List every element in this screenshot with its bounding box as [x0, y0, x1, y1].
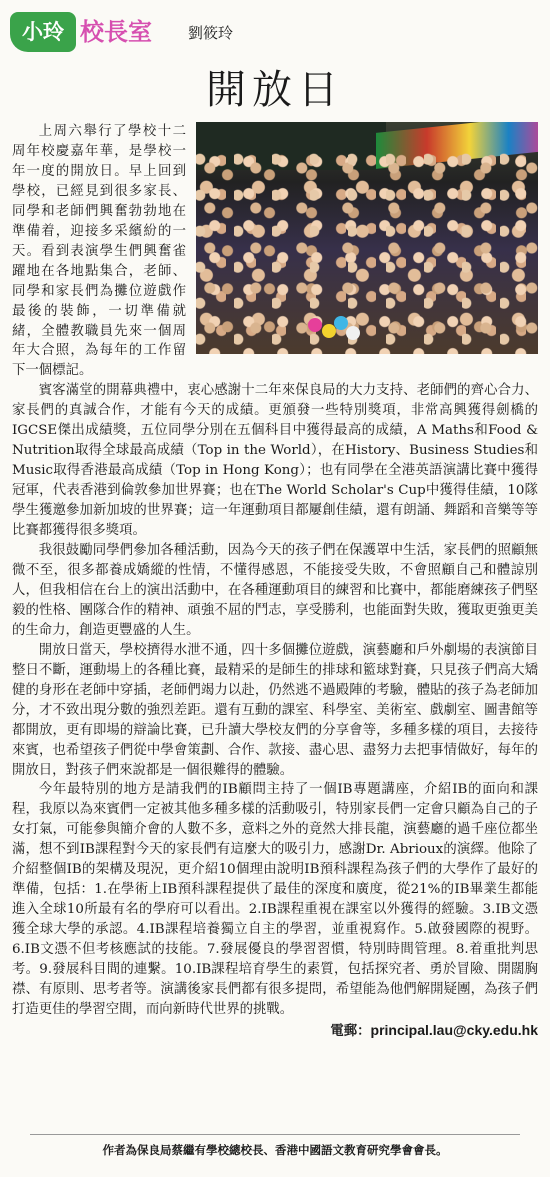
- author-bio: 作者為保良局蔡繼有學校總校長、香港中國語文教育研究學會會長。: [102, 1143, 448, 1157]
- crowd-figures: [196, 152, 538, 354]
- paragraph-4: 開放日當天，學校擠得水泄不通，四十多個攤位遊戲，演藝廳和戶外劇場的表演節目整日不斷，運動場上的各種比賽，最精采的是師生的排球和籃球對賽，只見孩子們高大矯健的身形在老師中穿插，老師們竭力以赴，仍然逃不過殿陣的考驗，體貼的孩子為老師加分，才不致出現分數的強烈差距。還有互動的課室、科學室、美術室、戲劇室、圖書館等都開放，更有即場的辯論比賽，已升讀大學校友們的分享會等，多種多樣的項目，去接待來賓，也希望孩子們從中學會策劃、合作、款接、盡心思、盡努力去把事情做好，每年的開放日，對孩子們來說都是一個很難得的體驗。: [12, 642, 538, 778]
- column-header: [10, 8, 300, 64]
- email-line: [12, 1021, 538, 1042]
- crowd-photo: [196, 122, 538, 354]
- balloon: [334, 316, 348, 330]
- balloon: [346, 326, 360, 340]
- footer-divider: [30, 1134, 520, 1135]
- article-body: [12, 122, 538, 1042]
- paragraph-2: 賓客滿堂的開幕典禮中，衷心感謝十二年來保良局的大力支持、老師們的齊心合力、家長們的真誠合作，才能有今天的成績。更頒發一些特別獎項，非常高興獲得劍橋的IGCSE傑出成績獎，五位同學分別在五個科目中獲得最高的成績，A Maths和Food & Nutrition取得全球最高成績（Top in the World），在History、Business Studies和Music取得香港最高成績（Top in Hong Kong）；也有同學在全港英語演講比賽中獲得冠軍，代表香港到倫敦參加世界賽；也在The World Scholar's Cup中獲得佳績，10隊學生獲邀參加新加坡的世界賽；這一年運動項目都屢創佳績，還有朗誦、舞蹈和音樂等等比賽都獲得很多獎項。: [12, 383, 538, 539]
- paragraph-5: 今年最特別的地方是請我們的IB顧問主持了一個IB專題講座，介紹IB的面向和課程，我原以為來賓們一定被其他多種多樣的活動吸引，特別家長們一定會只顧為自己的子女打氣，可能參與簡介會的人數不多，意料之外的竟然大排長龍，演藝廳的過千座位都坐滿，想不到IB課程對今天的家長們有這麼大的吸引力，感謝Dr. Abrioux的演繹。他除了介紹整個IB的架構及現況，更介紹10個理由說明IB預科課程為孩子們的大學作了最好的準備，包括：1.在學術上IB預科課程提供了最佳的深度和廣度，從21%的IB畢業生都能進入全球10所最有名的學府可以看出。2.IB課程重視在課室以外獲得的經驗。3.IB文憑獲全球大學的承認。4.IB課程培養獨立自主的學習，並重視寫作。5.啟發國際的視野。6.IB文憑不但考核應試的技能。7.發展優良的學習習慣，特別時間管理。8.着重批判思考。9.發展科目間的連繫。10.IB課程培育學生的素質，包括探究者、勇於冒險、開闊胸襟、有原則、思考者等。演講後家長們都有很多提問，希望能為他們解開疑團，為孩子們打造更佳的學習空間，而向新時代世界的挑戰。: [12, 782, 538, 1017]
- paragraph-3: 我很鼓勵同學們參加各種活動，因為今天的孩子們在保護罩中生活，家長們的照顧無微不至，很多都養成嬌縱的性情，不懂得感恩，不能接受失敗，不會照顧自己和體諒別人，但我相信在台上的演出活動中，在各種運動項目的練習和比賽中，都能磨練孩子們堅毅的性格、團隊合作的精神、頑強不屈的鬥志，享受勝利，也能面對失敗，獲取更強更美的生命力，創造更豐盛的人生。: [12, 543, 538, 638]
- balloon: [308, 318, 322, 332]
- email-label: 電郵：: [330, 1022, 371, 1039]
- article-title: 開放日: [206, 67, 344, 113]
- paragraph-1: 上周六舉行了學校十二周年校慶嘉年華，是學校一年一度的開放日。早上回到學校，已經見到很多家長、同學和老師們興奮勃勃地在準備着，迎接多采繽紛的一天。看到表演學生們興奮雀躍地在各地點集合，老師、同學和家長們為攤位遊戲作最後的裝飾，一切準備就緒，全體教職員先來一個周年大合照，為每年的工作留下一個標記。: [12, 124, 186, 379]
- author-name: 劉筱玲: [188, 24, 234, 42]
- email-address[interactable]: principal.lau@cky.edu.hk: [370, 1021, 538, 1038]
- column-badge: 小玲: [10, 12, 76, 52]
- column-name: 校長室: [80, 17, 152, 46]
